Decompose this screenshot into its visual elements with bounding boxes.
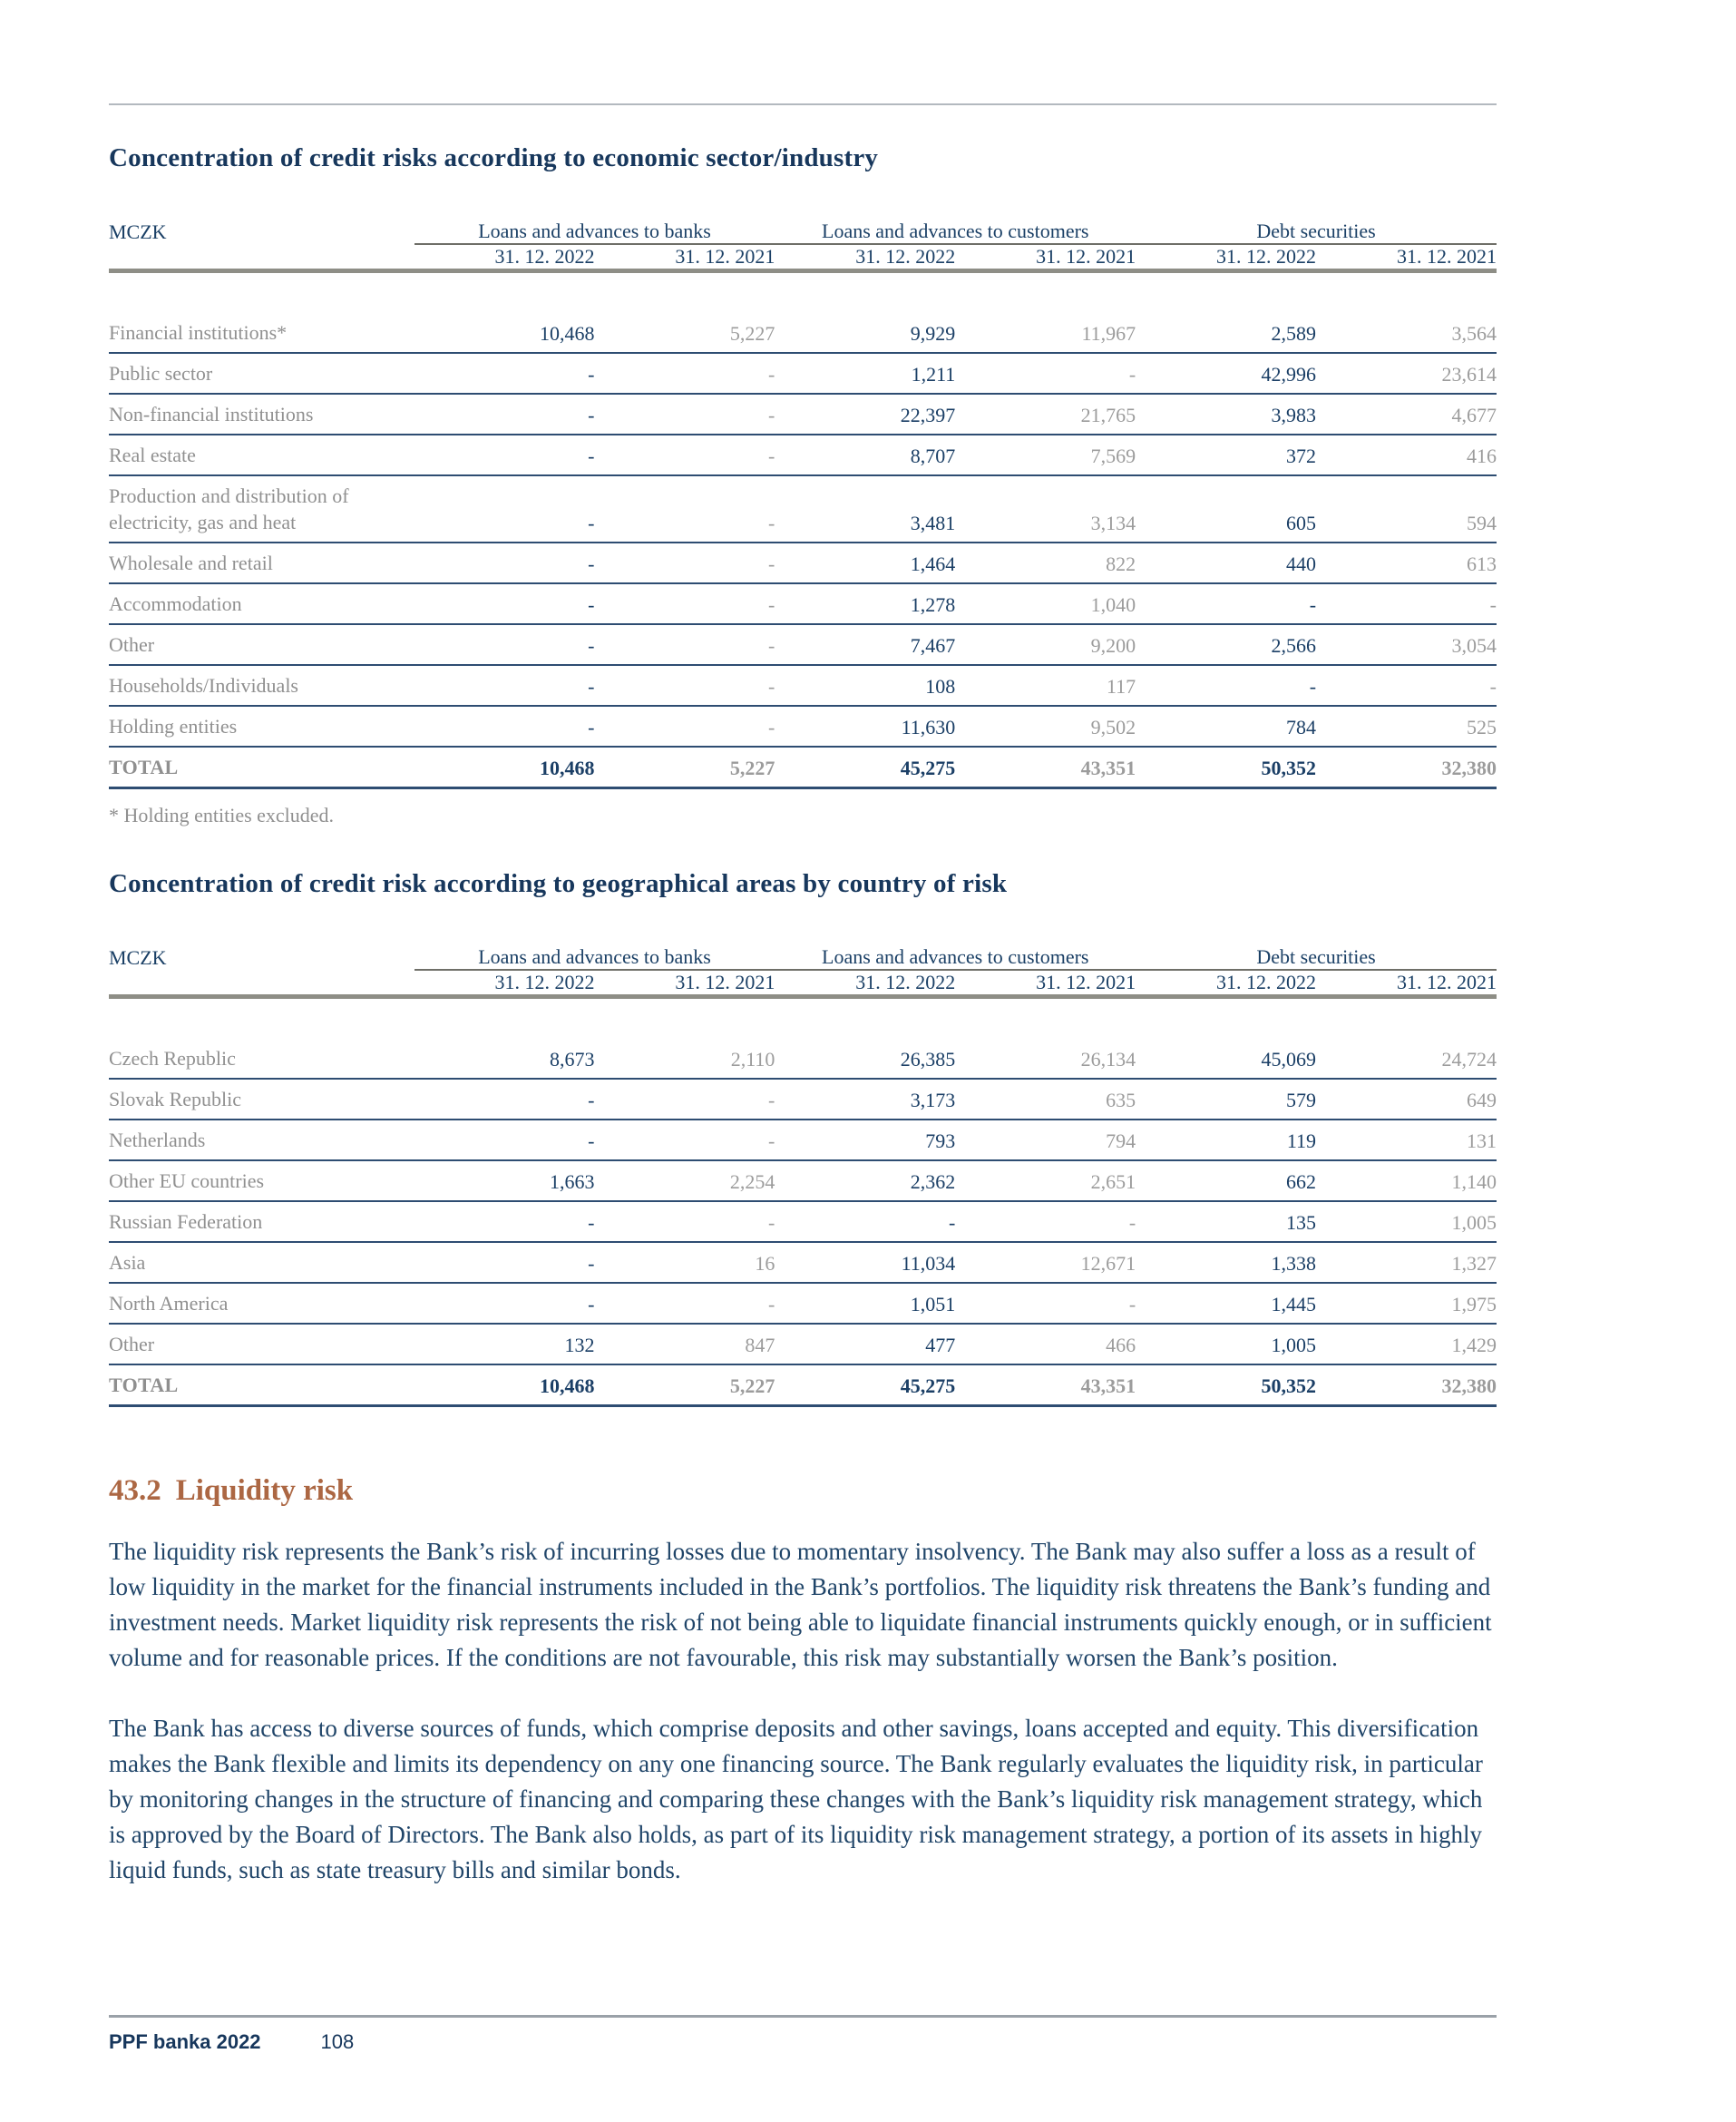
cell-value: 50,352	[1136, 1364, 1316, 1406]
cell-value: -	[414, 543, 595, 583]
cell-value: 45,275	[775, 747, 955, 788]
table-row	[109, 1242, 1497, 1283]
cell-value: 822	[955, 543, 1136, 583]
geography-table	[109, 945, 1497, 1407]
cell-value: 793	[775, 1120, 955, 1160]
table-row	[109, 313, 1497, 353]
table-row	[109, 435, 1497, 475]
cell-value: 50,352	[1136, 747, 1316, 788]
date-header: 31. 12. 2021	[594, 244, 775, 271]
date-header-row	[109, 244, 1497, 271]
cell-value: 2,589	[1136, 313, 1316, 353]
cell-value: -	[414, 394, 595, 435]
cell-value: 10,468	[414, 747, 595, 788]
cell-value: 11,034	[775, 1242, 955, 1283]
cell-value: 440	[1136, 543, 1316, 583]
date-header: 31. 12. 2021	[1316, 244, 1497, 271]
row-label: Holding entities	[109, 706, 414, 747]
top-divider	[109, 103, 1497, 105]
table-row	[109, 1039, 1497, 1079]
cell-value: 794	[955, 1120, 1136, 1160]
section-number: 43.2	[109, 1474, 161, 1507]
cell-value: -	[1316, 583, 1497, 624]
liquidity-paragraph-2: The Bank has access to diverse sources of funds, which comprise deposits and other savings, loans accepted and equity. This diversification makes the Bank flexible and limits its dependency on any one financing source. The Bank regularly evaluates the liquidity risk, in particular by monitoring changes in the structure of financing and comparing these changes with the Bank’s liquidity risk management strategy, which is approved by the Board of Directors. The Bank also holds, as part of its liquidity risk management strategy, a portion of its assets in highly liquid funds, such as state treasury bills and similar bonds.	[109, 1715, 1483, 1883]
date-header: 31. 12. 2022	[1136, 970, 1316, 997]
cell-value: 108	[775, 665, 955, 706]
cell-value: 43,351	[955, 1364, 1136, 1406]
row-label: Production and distribution of electricity, gas and heat	[109, 475, 414, 543]
cell-value: 9,200	[955, 624, 1136, 665]
cell-value: -	[594, 1079, 775, 1120]
header-gap-row	[109, 271, 1497, 314]
cell-value: -	[594, 706, 775, 747]
cell-value: -	[414, 435, 595, 475]
table-row	[109, 543, 1497, 583]
cell-value: 477	[775, 1324, 955, 1364]
cell-value: 43,351	[955, 747, 1136, 788]
cell-value: -	[594, 543, 775, 583]
cell-value: 613	[1316, 543, 1497, 583]
column-group-header: Loans and advances to customers	[775, 220, 1136, 244]
financial-table	[109, 945, 1497, 1407]
footer-page-number: 108	[320, 2030, 355, 2053]
row-label: Financial institutions*	[109, 313, 414, 353]
table-row	[109, 747, 1497, 788]
row-label: Households/Individuals	[109, 665, 414, 706]
cell-value: 525	[1316, 706, 1497, 747]
cell-value: 22,397	[775, 394, 955, 435]
liquidity-risk-section	[109, 1472, 1497, 1888]
table-row	[109, 665, 1497, 706]
cell-value: 117	[955, 665, 1136, 706]
cell-value: 1,338	[1136, 1242, 1316, 1283]
cell-value: -	[594, 1283, 775, 1324]
cell-value: 21,765	[955, 394, 1136, 435]
cell-value: 11,967	[955, 313, 1136, 353]
geographical-section	[109, 867, 1497, 1407]
row-label: Other	[109, 624, 414, 665]
cell-value: 1,445	[1136, 1283, 1316, 1324]
table-row	[109, 1364, 1497, 1406]
cell-value: 23,614	[1316, 353, 1497, 394]
cell-value: -	[955, 1201, 1136, 1242]
cell-value: -	[414, 1201, 595, 1242]
cell-value: 579	[1136, 1079, 1316, 1120]
date-header: 31. 12. 2022	[414, 244, 595, 271]
cell-value: 466	[955, 1324, 1136, 1364]
column-group-header: Loans and advances to banks	[414, 220, 775, 244]
cell-value: 26,385	[775, 1039, 955, 1079]
table-row	[109, 624, 1497, 665]
cell-value: 2,254	[594, 1160, 775, 1201]
unit-label: MCZK	[109, 946, 167, 969]
cell-value: 1,040	[955, 583, 1136, 624]
table-row	[109, 583, 1497, 624]
cell-value: 8,707	[775, 435, 955, 475]
cell-value: 5,227	[594, 313, 775, 353]
cell-value: -	[414, 1242, 595, 1283]
cell-value: -	[414, 583, 595, 624]
cell-value: 2,362	[775, 1160, 955, 1201]
cell-value: 45,275	[775, 1364, 955, 1406]
cell-value: 1,663	[414, 1160, 595, 1201]
date-header: 31. 12. 2021	[1316, 970, 1497, 997]
sector-industry-section	[109, 142, 1497, 827]
cell-value: 1,005	[1316, 1201, 1497, 1242]
cell-value: -	[594, 1120, 775, 1160]
cell-value: 7,467	[775, 624, 955, 665]
cell-value: 2,651	[955, 1160, 1136, 1201]
cell-value: 32,380	[1316, 1364, 1497, 1406]
cell-value: -	[414, 706, 595, 747]
cell-value: 784	[1136, 706, 1316, 747]
row-label: Slovak Republic	[109, 1079, 414, 1120]
cell-value: 3,054	[1316, 624, 1497, 665]
cell-value: -	[775, 1201, 955, 1242]
column-group-row	[109, 220, 1497, 244]
cell-value: 1,140	[1316, 1160, 1497, 1201]
date-header-spacer	[109, 244, 414, 271]
liquidity-paragraph-1: The liquidity risk represents the Bank’s risk of incurring losses due to momentary insolvency. The Bank may also suffer a loss as a result of low liquidity in the market for the financial instruments included in the Bank’s portfolios. The liquidity risk threatens the Bank’s funding and investment needs. Market liquidity risk represents the risk of not being able to liquidate financial instruments quickly enough, or in sufficient volume and for reasonable prices. If the conditions are not favourable, this risk may substantially worsen the Bank’s position.	[109, 1538, 1492, 1671]
cell-value: 1,327	[1316, 1242, 1497, 1283]
financial-table	[109, 220, 1497, 789]
table-row	[109, 1324, 1497, 1364]
sector-industry-table	[109, 220, 1497, 789]
row-label: TOTAL	[109, 1364, 414, 1406]
cell-value: 42,996	[1136, 353, 1316, 394]
table-row	[109, 1160, 1497, 1201]
cell-value: 12,671	[955, 1242, 1136, 1283]
cell-value: 3,173	[775, 1079, 955, 1120]
date-header: 31. 12. 2021	[955, 244, 1136, 271]
date-header: 31. 12. 2022	[775, 244, 955, 271]
cell-value: 26,134	[955, 1039, 1136, 1079]
cell-value: -	[414, 475, 595, 543]
cell-value: -	[594, 1201, 775, 1242]
column-group-header: Loans and advances to customers	[775, 945, 1136, 970]
cell-value: -	[594, 475, 775, 543]
row-label: Russian Federation	[109, 1201, 414, 1242]
row-label: Czech Republic	[109, 1039, 414, 1079]
date-header: 31. 12. 2022	[775, 970, 955, 997]
cell-value: 2,110	[594, 1039, 775, 1079]
liquidity-risk-heading	[109, 1472, 1497, 1509]
cell-value: 1,211	[775, 353, 955, 394]
row-label: Public sector	[109, 353, 414, 394]
cell-value: 649	[1316, 1079, 1497, 1120]
sector-table-title: Concentration of credit risks according to economic sector/industry	[109, 143, 879, 172]
cell-value: -	[414, 665, 595, 706]
cell-value: 135	[1136, 1201, 1316, 1242]
date-header: 31. 12. 2022	[414, 970, 595, 997]
cell-value: -	[955, 1283, 1136, 1324]
cell-value: -	[594, 353, 775, 394]
cell-value: 635	[955, 1079, 1136, 1120]
row-label: Netherlands	[109, 1120, 414, 1160]
table-row	[109, 1283, 1497, 1324]
row-label: Wholesale and retail	[109, 543, 414, 583]
date-header-row	[109, 970, 1497, 997]
cell-value: 10,468	[414, 313, 595, 353]
cell-value: 32,380	[1316, 747, 1497, 788]
unit-label: MCZK	[109, 220, 167, 243]
cell-value: 131	[1316, 1120, 1497, 1160]
cell-value: 3,481	[775, 475, 955, 543]
cell-value: 3,983	[1136, 394, 1316, 435]
cell-value: 1,278	[775, 583, 955, 624]
cell-value: -	[414, 624, 595, 665]
cell-value: 1,005	[1136, 1324, 1316, 1364]
row-label: Other EU countries	[109, 1160, 414, 1201]
cell-value: -	[594, 435, 775, 475]
cell-value: 24,724	[1316, 1039, 1497, 1079]
cell-value: -	[414, 1283, 595, 1324]
row-label: North America	[109, 1283, 414, 1324]
table-row	[109, 1079, 1497, 1120]
cell-value: 4,677	[1316, 394, 1497, 435]
cell-value: 3,134	[955, 475, 1136, 543]
cell-value: -	[414, 1120, 595, 1160]
date-header: 31. 12. 2021	[955, 970, 1136, 997]
cell-value: -	[594, 394, 775, 435]
date-header: 31. 12. 2021	[594, 970, 775, 997]
cell-value: -	[414, 353, 595, 394]
cell-value: 847	[594, 1324, 775, 1364]
page-footer	[109, 2015, 1497, 2054]
section-title: Liquidity risk	[175, 1474, 354, 1507]
cell-value: 16	[594, 1242, 775, 1283]
cell-value: 662	[1136, 1160, 1316, 1201]
column-group-header: Debt securities	[1136, 945, 1497, 970]
cell-value: 11,630	[775, 706, 955, 747]
geo-table-title: Concentration of credit risk according to geographical areas by country of risk	[109, 869, 1008, 898]
cell-value: 416	[1316, 435, 1497, 475]
table-row	[109, 394, 1497, 435]
cell-value: 1,975	[1316, 1283, 1497, 1324]
cell-value: 10,468	[414, 1364, 595, 1406]
header-gap-row	[109, 997, 1497, 1040]
row-label: TOTAL	[109, 747, 414, 788]
column-group-row	[109, 945, 1497, 970]
table-row	[109, 1120, 1497, 1160]
cell-value: -	[594, 665, 775, 706]
cell-value: 594	[1316, 475, 1497, 543]
table-row	[109, 475, 1497, 543]
row-label: Accommodation	[109, 583, 414, 624]
row-label: Other	[109, 1324, 414, 1364]
cell-value: 3,564	[1316, 313, 1497, 353]
table-row	[109, 706, 1497, 747]
footer-brand: PPF banka 2022	[109, 2030, 261, 2053]
cell-value: -	[594, 583, 775, 624]
cell-value: 132	[414, 1324, 595, 1364]
row-label: Asia	[109, 1242, 414, 1283]
date-header-spacer	[109, 970, 414, 997]
cell-value: 7,569	[955, 435, 1136, 475]
cell-value: 2,566	[1136, 624, 1316, 665]
cell-value: 5,227	[594, 1364, 775, 1406]
cell-value: 45,069	[1136, 1039, 1316, 1079]
cell-value: 1,464	[775, 543, 955, 583]
cell-value: 1,429	[1316, 1324, 1497, 1364]
cell-value: -	[1316, 665, 1497, 706]
date-header: 31. 12. 2022	[1136, 244, 1316, 271]
cell-value: 119	[1136, 1120, 1316, 1160]
cell-value: 5,227	[594, 747, 775, 788]
column-group-header: Debt securities	[1136, 220, 1497, 244]
cell-value: 605	[1136, 475, 1316, 543]
cell-value: -	[594, 624, 775, 665]
cell-value: 9,502	[955, 706, 1136, 747]
column-group-header: Loans and advances to banks	[414, 945, 775, 970]
cell-value: -	[414, 1079, 595, 1120]
cell-value: 8,673	[414, 1039, 595, 1079]
table-row	[109, 1201, 1497, 1242]
row-label: Real estate	[109, 435, 414, 475]
cell-value: 9,929	[775, 313, 955, 353]
row-label: Non-financial institutions	[109, 394, 414, 435]
cell-value: 1,051	[775, 1283, 955, 1324]
cell-value: -	[1136, 665, 1316, 706]
table-row	[109, 353, 1497, 394]
cell-value: 372	[1136, 435, 1316, 475]
holding-entities-footnote: * Holding entities excluded.	[109, 804, 335, 826]
cell-value: -	[1136, 583, 1316, 624]
cell-value: -	[955, 353, 1136, 394]
